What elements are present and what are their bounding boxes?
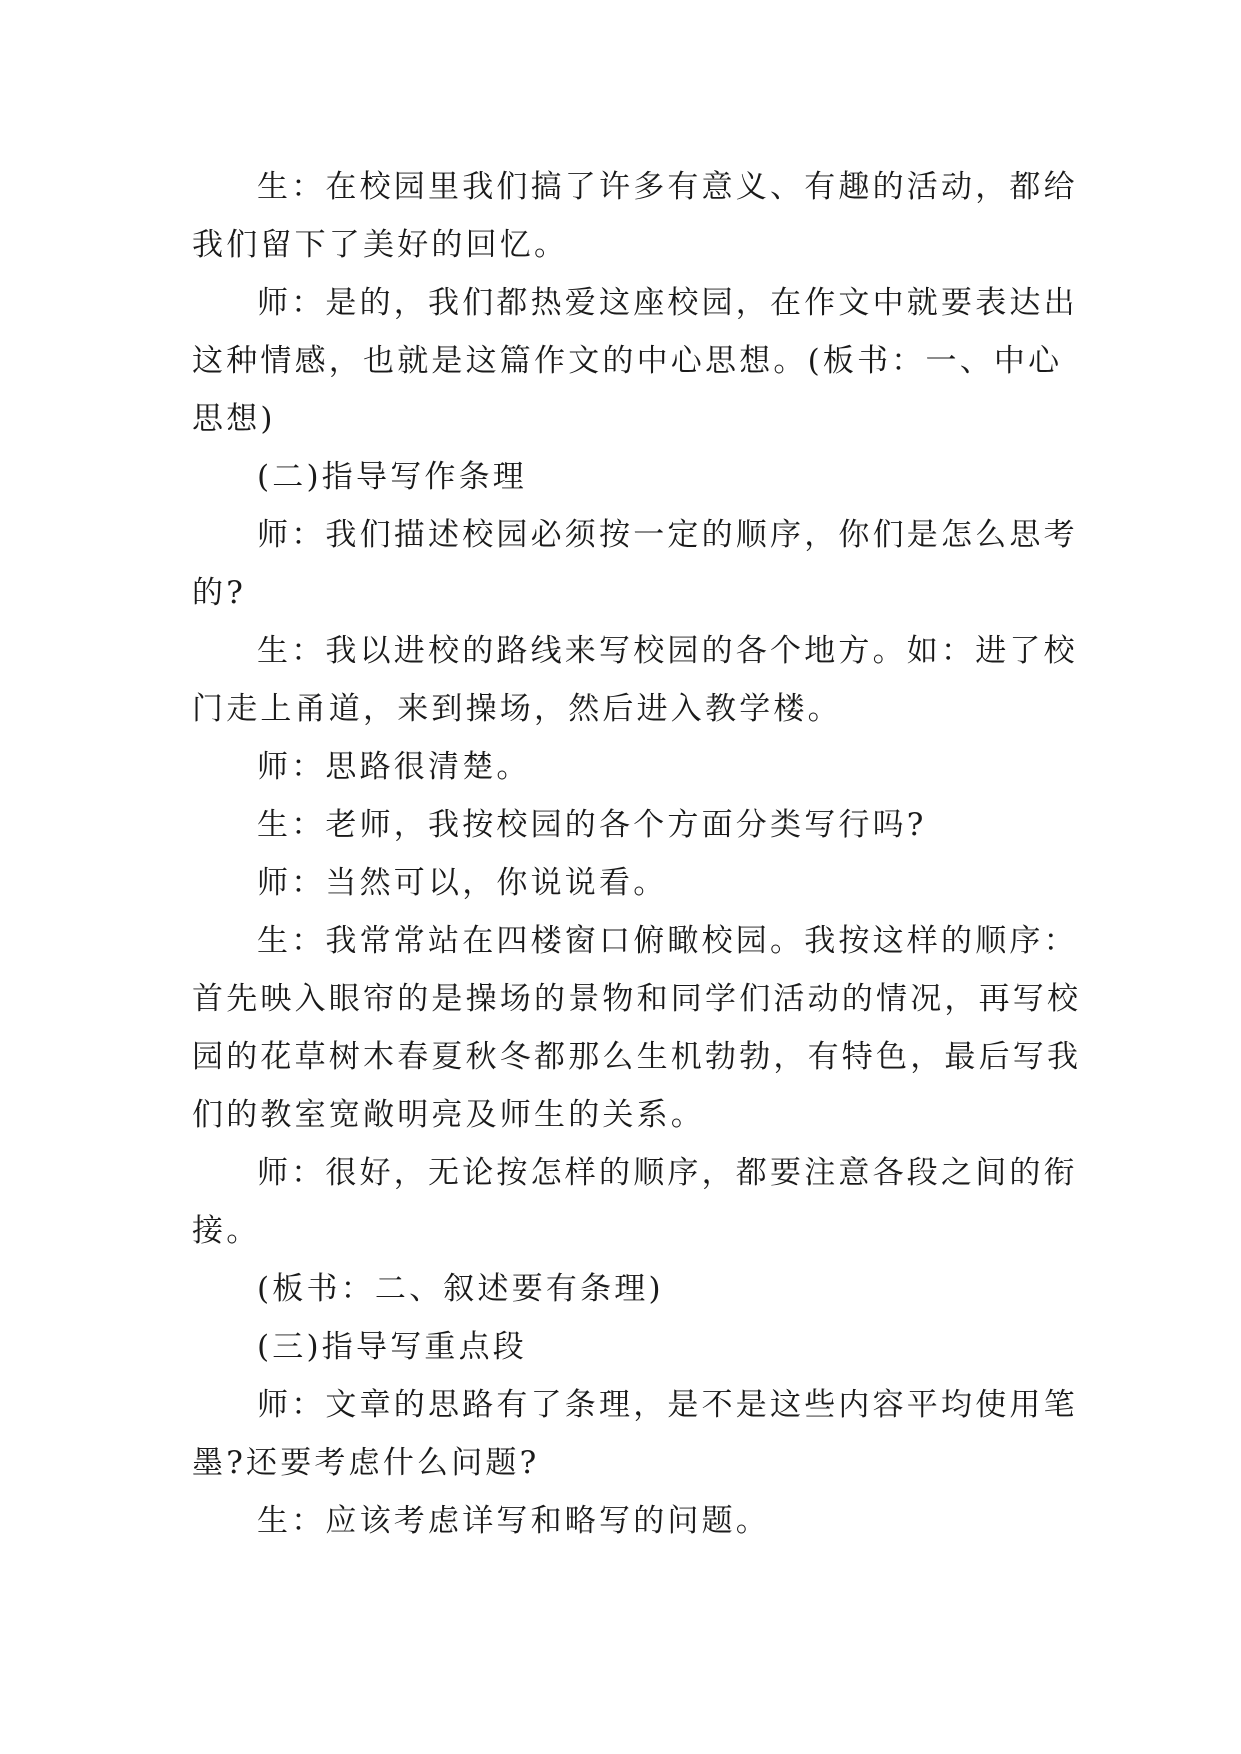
- paragraph: [192, 1260, 1044, 1318]
- text-line: 思想): [192, 401, 276, 437]
- paragraph: [192, 506, 1078, 622]
- text-line: 我们留下了美好的回忆。: [192, 227, 569, 263]
- text-line: 生：我常常站在四楼窗口俯瞰校园。我按这样的顺序：: [257, 923, 1078, 959]
- paragraph: [192, 622, 1078, 738]
- text-line: (三)指导写重点段: [257, 1329, 527, 1365]
- text-line: 这种情感，也就是这篇作文的中心思想。(板书：一、中心: [192, 343, 1063, 379]
- paragraph: [192, 1376, 1078, 1492]
- text-line: 师：文章的思路有了条理，是不是这些内容平均使用笔: [257, 1387, 1078, 1423]
- text-line: 生：老师，我按校园的各个方面分类写行吗?: [257, 807, 927, 843]
- text-line: 园的花草树木春夏秋冬都那么生机勃勃，有特色，最后写我: [192, 1039, 1082, 1075]
- text-line: 门走上甬道，来到操场，然后进入教学楼。: [192, 691, 842, 727]
- document-body: [192, 158, 1082, 1550]
- text-line: 生：应该考虑详写和略写的问题。: [257, 1503, 770, 1539]
- text-line: (二)指导写作条理: [257, 459, 527, 495]
- text-line: 师：我们描述校园必须按一定的顺序，你们是怎么思考: [257, 517, 1078, 553]
- paragraph: [192, 912, 1082, 1144]
- text-line: 师：是的，我们都热爱这座校园，在作文中就要表达出: [257, 285, 1078, 321]
- text-line: 墨?还要考虑什么问题?: [192, 1445, 540, 1481]
- text-line: 们的教室宽敞明亮及师生的关系。: [192, 1097, 705, 1133]
- paragraph: [192, 796, 1044, 854]
- text-line: (板书：二、叙述要有条理): [257, 1271, 664, 1307]
- paragraph: [192, 274, 1078, 448]
- paragraph: [192, 448, 1044, 506]
- text-line: 生：在校园里我们搞了许多有意义、有趣的活动，都给: [257, 169, 1078, 205]
- paragraph: [192, 1144, 1078, 1260]
- paragraph: [192, 1318, 1044, 1376]
- text-line: 生：我以进校的路线来写校园的各个地方。如：进了校: [257, 633, 1078, 669]
- text-line: 师：很好，无论按怎样的顺序，都要注意各段之间的衔: [257, 1155, 1078, 1191]
- text-line: 的?: [192, 575, 247, 611]
- paragraph: [192, 1492, 1044, 1550]
- text-line: 首先映入眼帘的是操场的景物和同学们活动的情况，再写校: [192, 981, 1082, 1017]
- text-line: 师：当然可以，你说说看。: [257, 865, 668, 901]
- paragraph: [192, 738, 1044, 796]
- paragraph: [192, 158, 1078, 274]
- paragraph: [192, 854, 1044, 912]
- text-line: 师：思路很清楚。: [257, 749, 531, 785]
- text-line: 接。: [192, 1213, 261, 1249]
